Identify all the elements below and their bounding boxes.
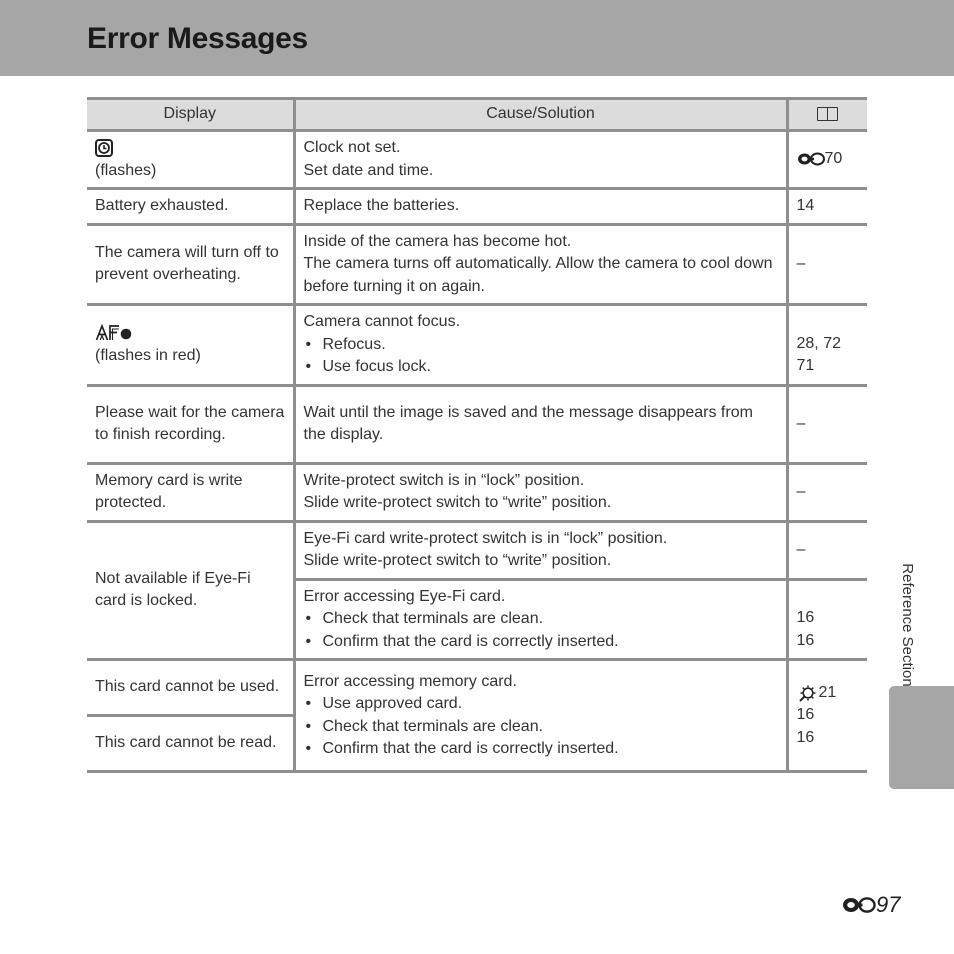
bullet-item: • Confirm that the card is correctly inserted.: [304, 738, 778, 761]
column-header-cause: Cause/Solution: [294, 99, 787, 131]
bullet-item: • Confirm that the card is correctly inserted.: [304, 631, 778, 654]
display-cell: Battery exhausted.: [87, 189, 294, 225]
display-text: (flashes): [95, 161, 157, 179]
table-row: [87, 131, 867, 189]
reference-cell: 70: [787, 131, 867, 189]
title-bar: [0, 0, 954, 76]
reference-cell: –: [787, 521, 867, 579]
table-header-row: [87, 99, 867, 131]
cause-cell: Clock not set. Set date and time.: [294, 131, 787, 189]
error-messages-table: [87, 97, 867, 773]
reference-cell: 14: [787, 189, 867, 225]
display-cell: [87, 305, 294, 386]
cause-cell: Camera cannot focus. • Refocus. • Use focus lock.: [294, 305, 787, 386]
section-tab-label: Reference Section: [899, 563, 916, 687]
cause-cell: Error accessing Eye-Fi card. • Check that terminals are clean. • Confirm that the card is correctly inserted.: [294, 579, 787, 660]
display-cell: This card cannot be used.: [87, 660, 294, 716]
clock-icon: [95, 139, 113, 157]
table-row: [87, 521, 867, 579]
cause-cell: Inside of the camera has become hot. The camera turns off automatically. Allow the camera to cool down before turning it on again.: [294, 224, 787, 305]
book-icon: [817, 107, 839, 121]
table-row: [87, 305, 867, 386]
table-row: [87, 385, 867, 463]
cause-cell: Eye-Fi card write-protect switch is in “lock” position. Slide write-protect switch to “write” position.: [294, 521, 787, 579]
column-header-reference: [787, 99, 867, 131]
display-text: (flashes in red): [95, 346, 201, 364]
table-row: [87, 189, 867, 225]
bullet-item: • Refocus.: [304, 334, 778, 357]
cause-cell: Write-protect switch is in “lock” position. Slide write-protect switch to “write” position.: [294, 463, 787, 521]
display-cell: Please wait for the camera to finish recording.: [87, 385, 294, 463]
display-cell: Memory card is write protected.: [87, 463, 294, 521]
table-row: [87, 660, 867, 716]
reference-cell: 28, 72 71: [787, 305, 867, 386]
table-row: [87, 463, 867, 521]
bullet-item: • Check that terminals are clean.: [304, 716, 778, 739]
reference-section-icon: [842, 896, 876, 914]
column-header-display: Display: [87, 99, 294, 131]
display-cell: This card cannot be read.: [87, 716, 294, 772]
page-number: 97: [842, 892, 912, 922]
reference-cell: 16 16: [787, 579, 867, 660]
table-row: [87, 224, 867, 305]
af-indicator-icon: [95, 324, 133, 342]
reference-cell: –: [787, 463, 867, 521]
display-cell: The camera will turn off to prevent overheating.: [87, 224, 294, 305]
reference-cell: –: [787, 385, 867, 463]
display-cell: [87, 131, 294, 189]
reference-section-icon: [797, 152, 825, 166]
bullet-item: • Use approved card.: [304, 693, 778, 716]
cause-cell: Error accessing memory card. • Use approved card. • Check that terminals are clean. • Confirm that the card is correctly inserted.: [294, 660, 787, 772]
page-title: Error Messages: [87, 22, 308, 55]
bullet-item: • Use focus lock.: [304, 356, 778, 379]
cause-cell: Replace the batteries.: [294, 189, 787, 225]
display-cell: Not available if Eye-Fi card is locked.: [87, 521, 294, 660]
reference-cell: –: [787, 224, 867, 305]
bullet-item: • Check that terminals are clean.: [304, 608, 778, 631]
reference-cell: 21 16 16: [787, 660, 867, 772]
cause-cell: Wait until the image is saved and the message disappears from the display.: [294, 385, 787, 463]
technical-notes-icon: [797, 684, 819, 702]
